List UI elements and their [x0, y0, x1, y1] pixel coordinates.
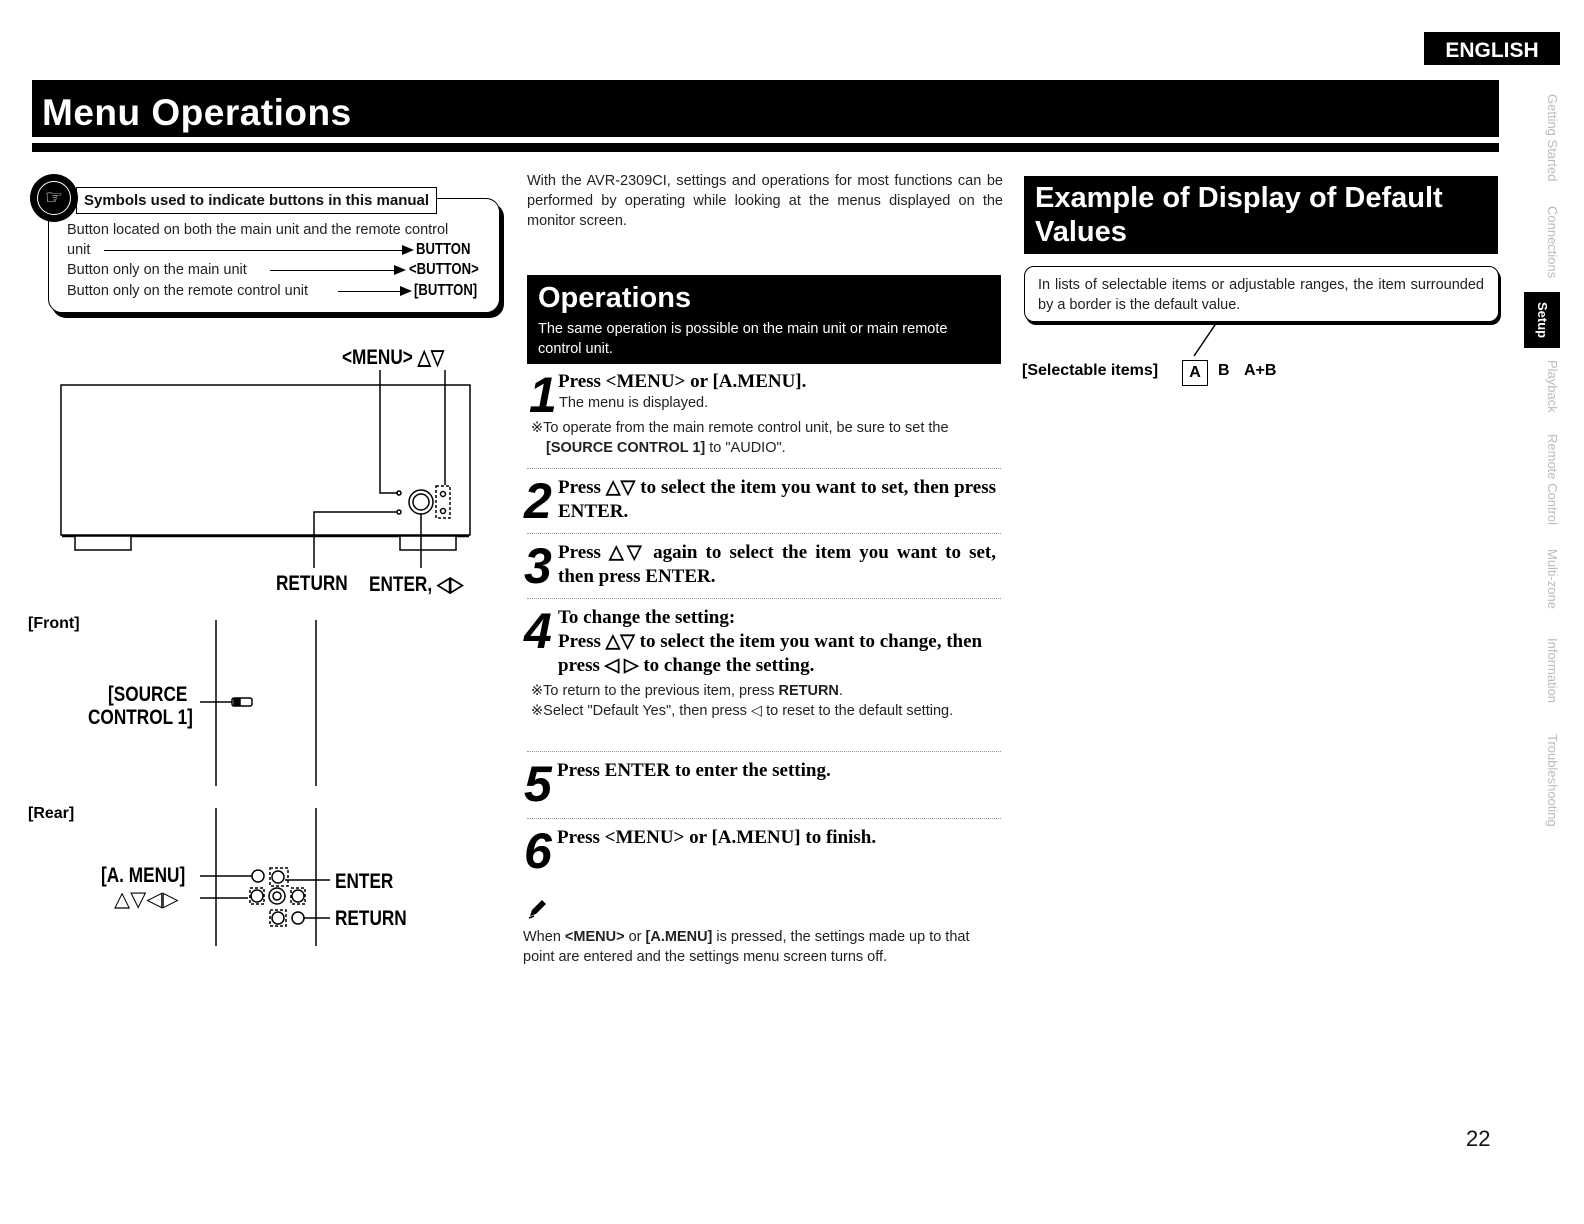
side-tab-playback: Playback [1545, 359, 1560, 413]
side-tab-troubleshooting: Troubleshooting [1545, 733, 1560, 827]
step-2-heading: Press △▽ to select the item you want to set, then press ENTER. [558, 477, 996, 522]
operations-box [527, 275, 1001, 364]
step-4-note-1: ※To return to the previous item, press RETURN. [531, 683, 843, 699]
pointer-line [1180, 320, 1220, 360]
rear-enter-label: ENTER [335, 870, 394, 893]
info-text: In lists of selectable items or adjustable ranges, the item surrounded by a border is the default value. [1038, 277, 1484, 313]
selectable-item: A+B [1244, 362, 1277, 379]
divider [527, 751, 1001, 752]
step-1-body: The menu is displayed. [559, 395, 709, 411]
divider [527, 468, 1001, 469]
step-number: 1 [529, 367, 557, 423]
side-tab-remote-control: Remote Control [1545, 434, 1560, 526]
operations-subtitle: The same operation is possible on the main unit or main remote control unit. [538, 321, 948, 357]
operations-title: Operations [538, 282, 692, 314]
return-label: RETURN [276, 572, 348, 595]
selectable-items-label: [Selectable items] [1022, 362, 1159, 379]
divider [527, 533, 1001, 534]
menu-label: <MENU> △▽ [342, 346, 445, 369]
front-label: [Front] [28, 615, 80, 632]
step-number: 4 [524, 603, 552, 659]
amenu-line2: △▽◁▷ [114, 888, 179, 911]
divider [527, 598, 1001, 599]
symbols-dest-1: BUTTON [416, 241, 471, 258]
symbols-row-1-line1: Button located on both the main unit and the remote control [67, 222, 449, 238]
side-tab-setup: Setup [1524, 292, 1560, 348]
step-1-heading: Press <MENU> or [A.MENU]. [558, 371, 807, 392]
page-title: Menu Operations [42, 92, 352, 133]
symbols-box-title: Symbols used to indicate buttons in this manual [76, 187, 437, 214]
symbols-dest-3: [BUTTON] [414, 282, 478, 299]
footer-note: When <MENU> or [A.MENU] is pressed, the settings made up to that point are entered and the settings menu screen turns off. [523, 929, 970, 965]
page-number: 22 [1466, 1126, 1491, 1151]
symbols-dest-2: <BUTTON> [409, 261, 479, 278]
source-control-line1: [SOURCE [108, 683, 188, 706]
amenu-line1: [A. MENU] [101, 864, 186, 887]
step-number: 2 [524, 473, 552, 529]
example-title: Example of Display of Default Values [1035, 182, 1443, 248]
step-number: 3 [524, 538, 552, 594]
info-box [1024, 266, 1499, 322]
selectable-item-default: A [1182, 360, 1208, 386]
source-control-line2: CONTROL 1] [88, 706, 193, 729]
symbols-row-1-line2: unit [67, 242, 91, 258]
side-tab-multi-zone: Multi-zone [1545, 549, 1560, 609]
rear-label: [Rear] [28, 805, 75, 822]
symbols-row-2: Button only on the main unit [67, 262, 247, 278]
language-tab: ENGLISH [1424, 32, 1560, 65]
step-3-heading: Press △▽ again to select the item you want to set, then press ENTER. [558, 542, 996, 587]
selectable-item: B [1218, 362, 1230, 379]
intro-text: With the AVR-2309CI, settings and operations for most functions can be performed by operating while looking at the menus displayed on the monitor screen. [527, 173, 1003, 229]
pointing-hand-icon: ☞ [30, 174, 78, 222]
rear-return-label: RETURN [335, 907, 407, 930]
step-4-note-2: ※Select "Default Yes", then press ◁ to reset to the default setting. [531, 703, 954, 719]
step-4-heading-line2: Press △▽ to select the item you want to change, then press ◁ ▷ to change the setting. [558, 631, 983, 676]
example-box [1024, 176, 1498, 254]
divider [527, 818, 1001, 819]
step-number: 5 [524, 756, 552, 812]
step-4-heading-line1: To change the setting: [558, 607, 736, 628]
pencil-icon [527, 898, 549, 920]
side-tab-getting-started: Getting Started [1545, 94, 1560, 182]
enter-label: ENTER, ◁▷ [369, 573, 464, 596]
side-tab-connections: Connections [1545, 205, 1560, 279]
step-1-note: ※To operate from the main remote control unit, be sure to set the [SOURCE CONTROL 1] to "AUDIO". [531, 420, 949, 456]
step-5-heading: Press ENTER to enter the setting. [557, 760, 831, 781]
side-tab-information: Information [1545, 638, 1560, 704]
step-number: 6 [524, 823, 552, 879]
step-6-heading: Press <MENU> or [A.MENU] to finish. [557, 827, 877, 848]
symbols-row-3: Button only on the remote control unit [67, 283, 309, 299]
